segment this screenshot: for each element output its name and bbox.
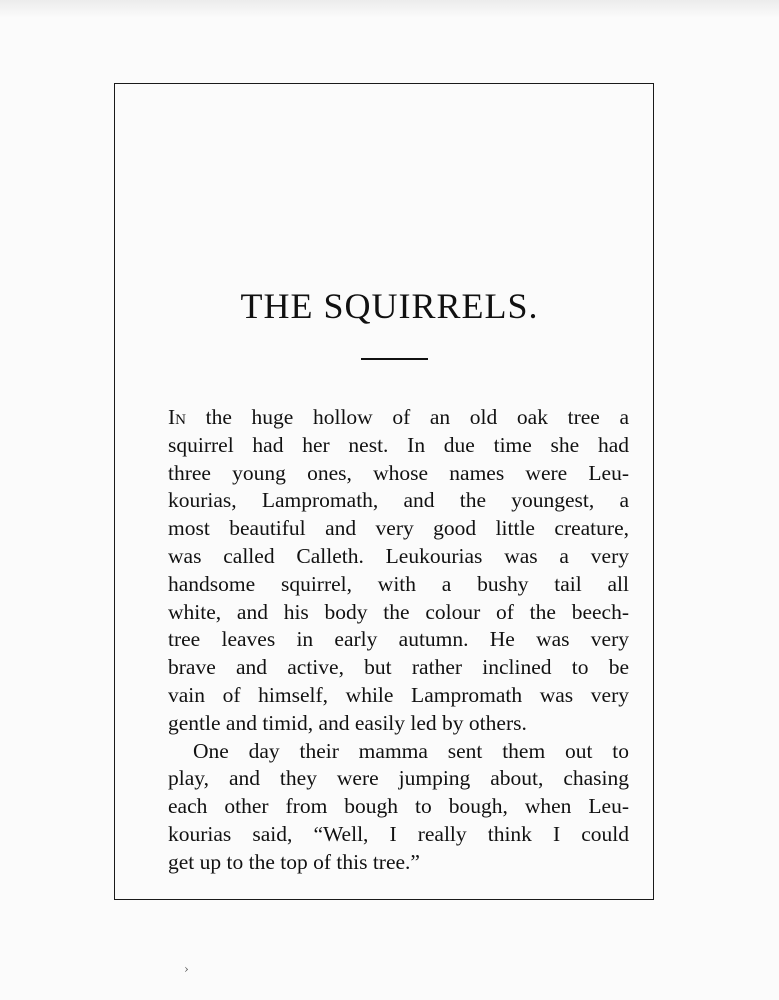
story-text	[168, 404, 629, 877]
text-line: kourias said, “Well, I really think I could	[168, 821, 629, 846]
title-rule	[361, 358, 428, 360]
text-line: three young ones, whose names were Leu-	[168, 460, 629, 485]
text-line: kourias, Lampromath, and the youngest, a	[168, 488, 629, 513]
paragraph-2	[168, 738, 629, 877]
text-line: squirrel had her nest. In due time she had	[168, 432, 629, 457]
text-line: In the huge hollow of an old oak tree a	[168, 405, 629, 429]
paragraph-1	[168, 404, 629, 738]
text-line: was called Calleth. Leukourias was a very	[168, 543, 629, 568]
text-line: white, and his body the colour of the beech-	[168, 599, 629, 624]
page-edge	[0, 0, 779, 18]
text-line: gentle and timid, and easily led by others.	[168, 710, 527, 735]
text-line: tree leaves in early autumn. He was very	[168, 627, 629, 652]
chapter-title: THE SQUIRRELS.	[240, 286, 539, 326]
text-line: vain of himself, while Lampromath was very	[168, 682, 629, 707]
text-line: One day their mamma sent them out to	[193, 738, 629, 763]
text-line: handsome squirrel, with a bushy tail all	[168, 571, 629, 596]
text-line: brave and active, but rather inclined to be	[168, 655, 629, 680]
page-speck: ›	[184, 962, 189, 976]
text-line: most beautiful and very good little creature,	[168, 516, 629, 541]
text-line: play, and they were jumping about, chasing	[168, 766, 629, 791]
text-line: each other from bough to bough, when Leu-	[168, 794, 629, 819]
text-line: get up to the top of this tree.”	[168, 849, 420, 874]
